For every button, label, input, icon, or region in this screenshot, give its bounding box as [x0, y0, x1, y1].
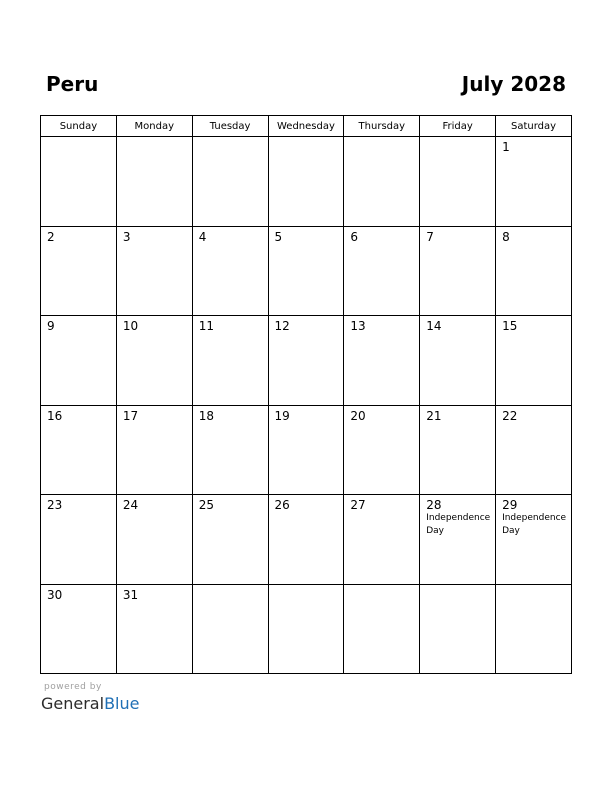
- day-number: [193, 137, 268, 140]
- day-number: 15: [502, 319, 518, 333]
- day-cell: [41, 316, 117, 406]
- day-number: 20: [350, 408, 366, 423]
- day-number: [420, 585, 495, 588]
- day-cell: [420, 405, 496, 495]
- day-number: 19: [274, 408, 290, 423]
- day-cell: [192, 495, 268, 585]
- powered-by-label: powered by: [44, 682, 102, 692]
- day-cell: [41, 584, 117, 674]
- day-cell: [41, 405, 117, 495]
- day-cell: [268, 405, 344, 495]
- day-cell: [420, 137, 496, 227]
- week-row: [41, 316, 572, 406]
- day-cell: [344, 226, 420, 316]
- day-cell: [420, 316, 496, 406]
- day-cell: [420, 226, 496, 316]
- day-cell: [268, 495, 344, 585]
- day-cell: [116, 495, 192, 585]
- day-number: 30: [47, 587, 63, 602]
- day-number: 14: [426, 319, 442, 333]
- calendar-grid: [40, 115, 572, 674]
- week-row: [41, 584, 572, 674]
- weekday-header-thursday: Thursday: [344, 116, 420, 137]
- day-number: 2: [47, 229, 55, 244]
- week-row: [41, 137, 572, 227]
- day-cell: [496, 316, 572, 406]
- brand-name-part2: Blue: [104, 694, 140, 713]
- day-cell: [268, 226, 344, 316]
- week-row: [41, 495, 572, 585]
- day-cell: [420, 495, 496, 585]
- month-title: July 2028: [461, 72, 566, 96]
- day-number: 28: [426, 498, 442, 512]
- day-cell: [344, 137, 420, 227]
- day-number: [420, 137, 495, 140]
- day-cell: [496, 584, 572, 674]
- holiday-label: Independence Day: [502, 513, 567, 536]
- day-cell: [192, 226, 268, 316]
- day-cell: [41, 495, 117, 585]
- day-number: [344, 137, 419, 140]
- day-cell: [192, 316, 268, 406]
- day-cell: [420, 584, 496, 674]
- week-row: [41, 405, 572, 495]
- day-number: 24: [122, 498, 139, 512]
- day-cell: [116, 137, 192, 227]
- weekday-header-row: [41, 116, 572, 137]
- day-cell: [268, 316, 344, 406]
- day-cell: [116, 316, 192, 406]
- country-title: Peru: [46, 72, 99, 96]
- day-cell: [496, 137, 572, 227]
- weekday-header-monday: Monday: [116, 116, 192, 137]
- day-cell: [116, 584, 192, 674]
- day-number: 25: [198, 498, 214, 512]
- day-number: [117, 137, 192, 140]
- day-cell: [268, 584, 344, 674]
- day-cell: [192, 405, 268, 495]
- day-cell: [496, 405, 572, 495]
- day-number: [193, 585, 268, 588]
- day-number: 12: [274, 319, 290, 333]
- day-number: 9: [47, 319, 55, 333]
- day-number: 3: [122, 229, 131, 244]
- day-number: 11: [198, 319, 214, 333]
- day-number: 8: [502, 229, 510, 244]
- day-number: [41, 137, 116, 140]
- day-cell: [192, 137, 268, 227]
- weekday-header-friday: Friday: [420, 116, 496, 137]
- day-number: 13: [350, 319, 366, 333]
- day-cell: [41, 226, 117, 316]
- day-number: 31: [122, 587, 139, 602]
- day-number: 21: [426, 408, 442, 423]
- day-cell: [496, 495, 572, 585]
- day-number: 26: [274, 498, 290, 512]
- day-number: 18: [198, 408, 214, 423]
- day-cell: [344, 316, 420, 406]
- brand-name-part1: General: [41, 694, 105, 713]
- day-number: [269, 137, 344, 140]
- day-number: 17: [122, 408, 139, 423]
- day-number: [496, 585, 571, 588]
- week-row: [41, 226, 572, 316]
- day-cell: [344, 584, 420, 674]
- day-number: 4: [198, 229, 207, 244]
- day-number: 27: [350, 498, 366, 512]
- day-number: [344, 585, 419, 588]
- day-number: [269, 585, 344, 588]
- day-number: 10: [122, 319, 139, 333]
- day-cell: [192, 584, 268, 674]
- day-cell: [344, 405, 420, 495]
- weekday-header-saturday: Saturday: [496, 116, 572, 137]
- day-cell: [116, 405, 192, 495]
- day-number: 7: [426, 229, 434, 244]
- day-number: 23: [47, 498, 63, 512]
- holiday-label: Independence Day: [426, 513, 491, 536]
- day-cell: [116, 226, 192, 316]
- day-number: 16: [47, 408, 63, 423]
- day-number: 29: [502, 498, 518, 512]
- weekday-header-tuesday: Tuesday: [192, 116, 268, 137]
- day-cell: [496, 226, 572, 316]
- day-number: 1: [502, 140, 510, 154]
- day-cell: [344, 495, 420, 585]
- day-number: 22: [502, 408, 518, 423]
- day-number: 6: [350, 229, 359, 244]
- day-number: 5: [274, 229, 283, 244]
- day-cell: [41, 137, 117, 227]
- weekday-header-sunday: Sunday: [41, 116, 117, 137]
- generalblue-logo[interactable]: [41, 694, 139, 714]
- weekday-header-wednesday: Wednesday: [268, 116, 344, 137]
- day-cell: [268, 137, 344, 227]
